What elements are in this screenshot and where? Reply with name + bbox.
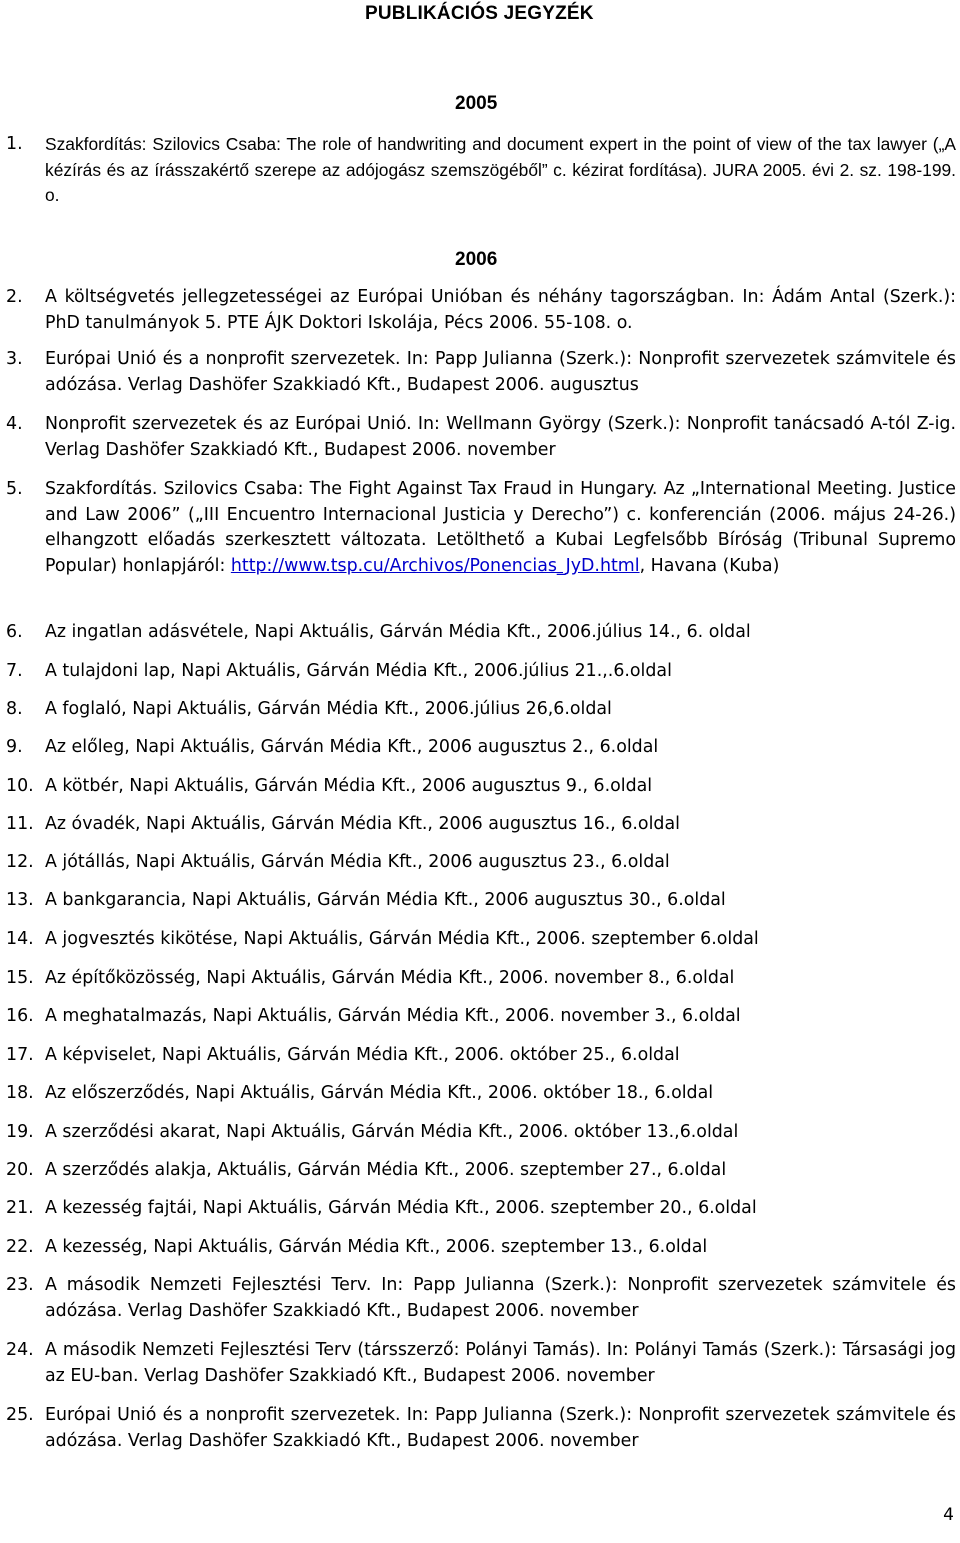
item-text: Az előszerződés, Napi Aktuális, Gárván Média Kft., 2006. október 18., 6.oldal xyxy=(45,1083,714,1103)
item-number: 7. xyxy=(6,661,23,681)
item-text: A tulajdoni lap, Napi Aktuális, Gárván Média Kft., 2006.július 21.,.6.oldal xyxy=(45,661,672,681)
item-number: 16. xyxy=(6,1006,34,1026)
item-text: Az ingatlan adásvétele, Napi Aktuális, Gárván Média Kft., 2006.július 14., 6. oldal xyxy=(45,622,751,642)
item-number: 9. xyxy=(6,737,23,757)
item-number: 21. xyxy=(6,1198,34,1218)
item-number: 6. xyxy=(6,622,23,642)
item-text: A kezesség fajtái, Napi Aktuális, Gárván Média Kft., 2006. szeptember 20., 6.oldal xyxy=(45,1198,757,1218)
item-number: 23. xyxy=(6,1275,34,1295)
item-text: Az építőközösség, Napi Aktuális, Gárván Média Kft., 2006. november 8., 6.oldal xyxy=(45,968,735,988)
item-text: Az előleg, Napi Aktuális, Gárván Média Kft., 2006 augusztus 2., 6.oldal xyxy=(45,737,659,757)
item-text: A jótállás, Napi Aktuális, Gárván Média Kft., 2006 augusztus 23., 6.oldal xyxy=(45,852,670,872)
item-text: Nonprofit szervezetek és az Európai Unió. In: Wellmann György (Szerk.): Nonprofit tanácsadó A-tól Z-ig. Verlag Dashöfer Szakkiadó Kft., Budapest 2006. november xyxy=(45,414,956,460)
item-text: A költségvetés jellegzetességei az Európai Unióban és néhány tagországban. In: Ádám Antal (Szerk.): PhD tanulmányok 5. PTE ÁJK Doktori Iskolája, Pécs 2006. 55-108. o. xyxy=(45,287,956,333)
item-number: 1. xyxy=(6,134,23,154)
item-number: 13. xyxy=(6,890,34,910)
year-heading-2005: 2005 xyxy=(455,93,498,114)
item-text: A jogvesztés kikötése, Napi Aktuális, Gárván Média Kft., 2006. szeptember 6.oldal xyxy=(45,929,759,949)
item-number: 14. xyxy=(6,929,34,949)
item-number: 2. xyxy=(6,287,23,307)
item-number: 15. xyxy=(6,968,34,988)
item-text: A szerződés alakja, Aktuális, Gárván Média Kft., 2006. szeptember 27., 6.oldal xyxy=(45,1160,727,1180)
item-number: 4. xyxy=(6,414,23,434)
item-text: A bankgarancia, Napi Aktuális, Gárván Média Kft., 2006 augusztus 30., 6.oldal xyxy=(45,890,726,910)
item-text xyxy=(45,477,956,580)
item-text: A szerződési akarat, Napi Aktuális, Gárván Média Kft., 2006. október 13.,6.oldal xyxy=(45,1122,739,1142)
item-text: A kötbér, Napi Aktuális, Gárván Média Kft., 2006 augusztus 9., 6.oldal xyxy=(45,776,653,796)
item-number: 8. xyxy=(6,699,23,719)
archive-link[interactable]: http://www.tsp.cu/Archivos/Ponencias_JyD.html xyxy=(230,556,640,577)
item-number: 20. xyxy=(6,1160,34,1180)
item-number: 17. xyxy=(6,1045,34,1065)
item-text: Európai Unió és a nonprofit szervezetek. In: Papp Julianna (Szerk.): Nonprofit szervezetek számvitele és adózása. Verlag Dashöfer Szakkiadó Kft., Budapest 2006. november xyxy=(45,1405,956,1451)
item-text: A kezesség, Napi Aktuális, Gárván Média Kft., 2006. szeptember 13., 6.oldal xyxy=(45,1237,708,1257)
page-number: 4 xyxy=(943,1505,954,1525)
item-text: Az óvadék, Napi Aktuális, Gárván Média Kft., 2006 augusztus 16., 6.oldal xyxy=(45,814,680,834)
item-number: 25. xyxy=(6,1405,34,1425)
item-number: 3. xyxy=(6,349,23,369)
item-number: 22. xyxy=(6,1237,34,1257)
item-text: A foglaló, Napi Aktuális, Gárván Média Kft., 2006.július 26,6.oldal xyxy=(45,699,612,719)
item-number: 18. xyxy=(6,1083,34,1103)
item-text: A második Nemzeti Fejlesztési Terv (társszerző: Polányi Tamás). In: Polányi Tamás (Szerk.): Társasági jog az EU-ban. Verlag Dashöfer Szakkiadó Kft., Budapest 2006. november xyxy=(45,1340,956,1386)
item-number: 19. xyxy=(6,1122,34,1142)
page-title: PUBLIKÁCIÓS JEGYZÉK xyxy=(365,3,594,24)
item-number: 12. xyxy=(6,852,34,872)
item-text: A képviselet, Napi Aktuális, Gárván Média Kft., 2006. október 25., 6.oldal xyxy=(45,1045,680,1065)
item-number: 5. xyxy=(6,479,23,499)
item-text-after: , Havana (Kuba) xyxy=(639,556,780,577)
item-number: 11. xyxy=(6,814,34,834)
item-text: A második Nemzeti Fejlesztési Terv. In: Papp Julianna (Szerk.): Nonprofit szervezetek számvitele és adózása. Verlag Dashöfer Szakkiadó Kft., Budapest 2006. november xyxy=(45,1275,956,1321)
item-text: Szakfordítás: Szilovics Csaba: The role of handwriting and document expert in the point of view of the tax lawyer („A kézírás és az írásszakértő szerepe az adójogász szemszögéből” c. kézirat fordítása). JURA 2005. évi 2. sz. 198-199. o. xyxy=(45,134,956,206)
item-number: 24. xyxy=(6,1340,34,1360)
item-text: Európai Unió és a nonprofit szervezetek. In: Papp Julianna (Szerk.): Nonprofit szervezetek számvitele és adózása. Verlag Dashöfer Szakkiadó Kft., Budapest 2006. augusztus xyxy=(45,349,956,395)
item-number: 10. xyxy=(6,776,34,796)
item-text-before: Szakfordítás. Szilovics Csaba: The Fight Against Tax Fraud in Hungary. Az „International Meeting. Justice and Law 2006” („III Encuentro Internacional Justicia y Derecho”) c. konferencián (2006. május 24-26.) elhangzott előadás szerkesztett változata. Letölthető a Kubai Legfelsőbb Bíróság (Tribunal Supremo Popular) honlapjáról: xyxy=(45,479,956,577)
item-text: A meghatalmazás, Napi Aktuális, Gárván Média Kft., 2006. november 3., 6.oldal xyxy=(45,1006,741,1026)
year-heading-2006: 2006 xyxy=(455,249,498,270)
